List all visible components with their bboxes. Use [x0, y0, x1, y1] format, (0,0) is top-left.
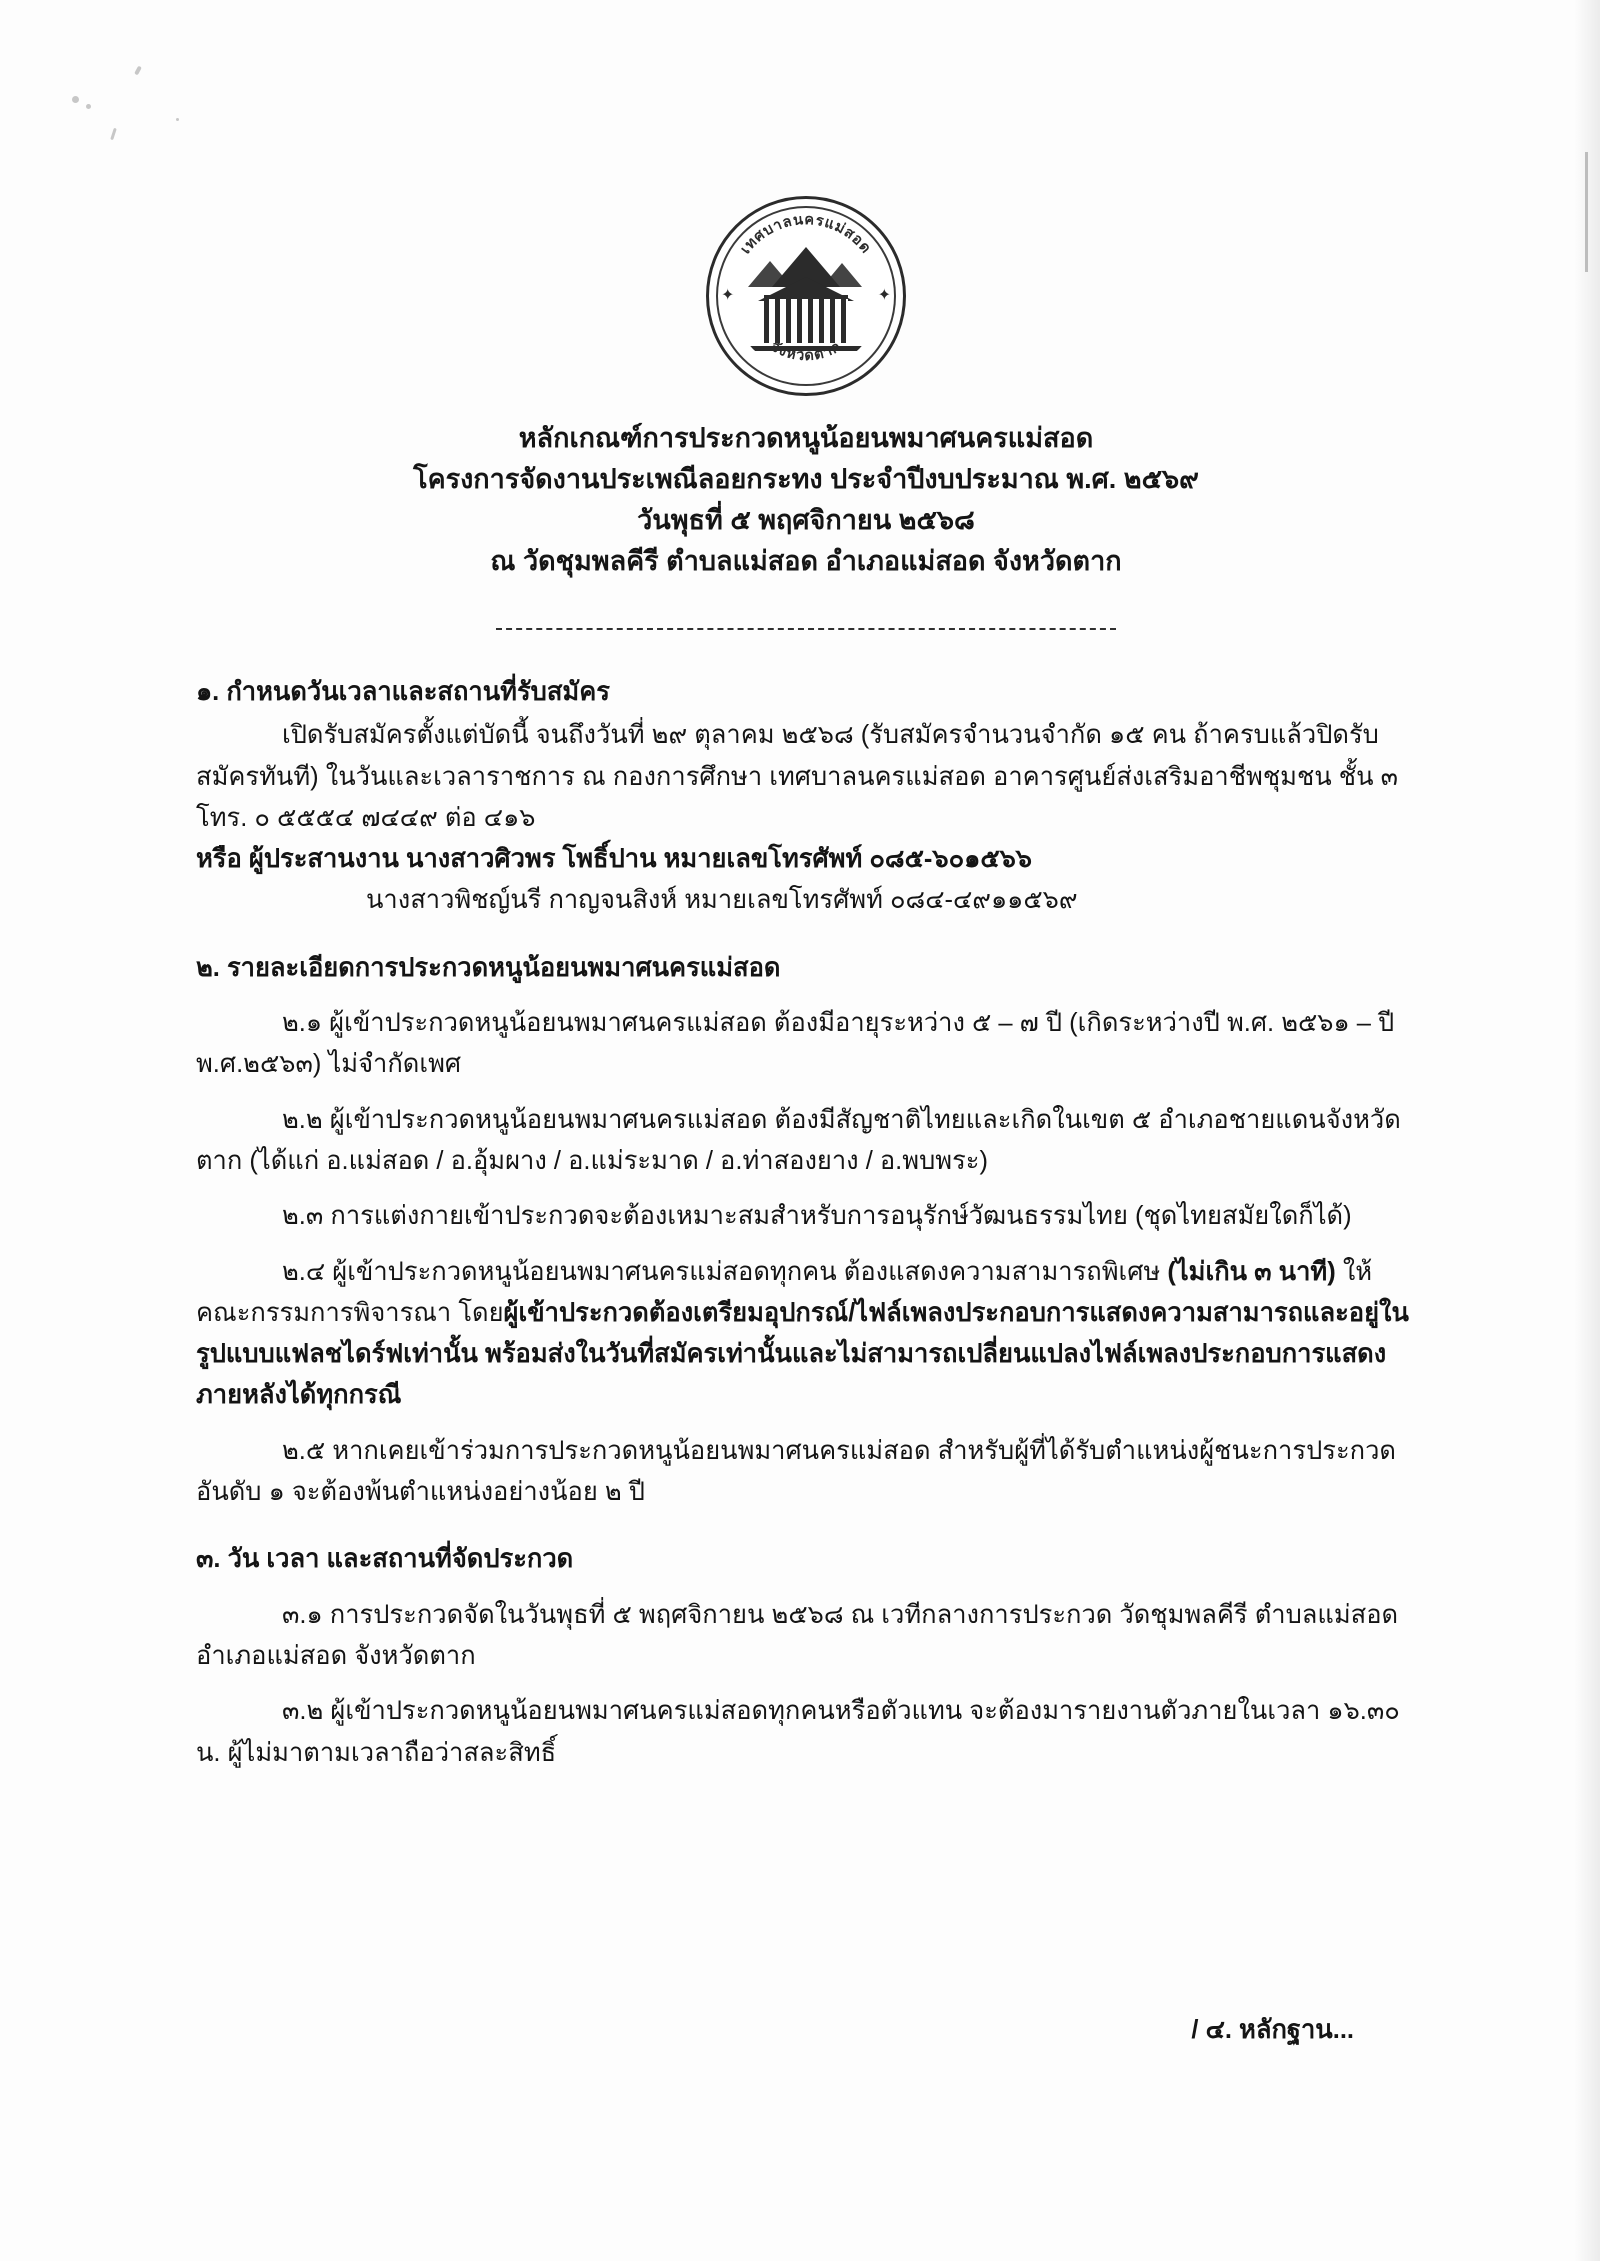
section-3-paragraph-2: ๓.๒ ผู้เข้าประกวดหนูน้อยนพมาศนครแม่สอดทุกคนหรือตัวแทน จะต้องมารายงานตัวภายในเวลา ๑๖.๓๐ น. ผู้ไม่มาตามเวลาถือว่าสละสิทธิ์: [196, 1697, 1400, 1767]
title-divider: [496, 628, 1116, 630]
section-2-paragraph-4-tail-bold: ผู้เข้าประกวดต้องเตรียมอุปกรณ์/ไฟล์เพลงประกอบการแสดงความสามารถและอยู่ในรูปแบบแฟลชไดร์ฟเท่านั้น พร้อมส่งในวันที่สมัครเท่านั้นและไม่สามารถเปลี่ยนแปลงไฟล์เพลงประกอบการแสดงภายหลังได้ทุกกรณี: [196, 1298, 1409, 1410]
section-2-paragraph-4-tail-normal: ให้คณะกรรมการพิจารณา โดย: [196, 1257, 1373, 1327]
section-2-heading: ๒. รายละเอียดการประกวดหนูน้อยนพมาศนครแม่สอด: [196, 953, 781, 982]
seal-mountain-icon: [822, 263, 862, 287]
section-1-paragraph-3: นางสาวพิชญ์นรี กาญจนสิงห์ หมายเลขโทรศัพท์ ๐๘๔-๔๙๑๑๕๖๙: [366, 886, 1078, 915]
section-2-paragraph-4: [196, 1252, 1424, 1417]
document-title-block: [196, 418, 1416, 582]
seal-ring-bottom-text: จังหวัดตาก: [767, 338, 845, 365]
section-2-paragraph-2: ๒.๒ ผู้เข้าประกวดหนูน้อยนพมาศนครแม่สอด ต้องมีสัญชาติไทยและเกิดในเขต ๕ อำเภอชายแดนจังหวัดตาก (ได้แก่ อ.แม่สอด / อ.อุ้มผาง / อ.แม่ระมาด / อ.ท่าสองยาง / อ.พบพระ): [196, 1105, 1401, 1175]
section-3-paragraph-1: ๓.๑ การประกวดจัดในวันพุธที่ ๕ พฤศจิกายน ๒๕๖๘ ณ เวทีกลางการประกวด วัดชุมพลคีรี ตำบลแม่สอด อำเภอแม่สอด จังหวัดตาก: [196, 1600, 1399, 1670]
page-continuation-note: / ๔. หลักฐาน...: [1191, 2016, 1354, 2044]
seal-base-line: [749, 346, 863, 351]
seal-temple-icon: [764, 295, 848, 343]
document-body: [196, 672, 1424, 1774]
title-line-2: โครงการจัดงานประเพณีลอยกระทง ประจำปีงบประมาณ พ.ศ. ๒๕๖๙: [413, 464, 1199, 495]
section-2-paragraph-5: ๒.๕ หากเคยเข้าร่วมการประกวดหนูน้อยนพมาศนครแม่สอด สำหรับผู้ที่ได้รับตำแหน่งผู้ชนะการประกวดอันดับ ๑ จะต้องพ้นตำแหน่งอย่างน้อย ๒ ปี: [196, 1436, 1396, 1507]
section-1-heading: ๑. กำหนดวันเวลาและสถานที่รับสมัคร: [196, 678, 610, 706]
seal-mountain-icon: [748, 261, 792, 287]
title-line-3: วันพุธที่ ๕ พฤศจิกายน ๒๕๖๘: [637, 505, 975, 536]
section-2-paragraph-3: ๒.๓ การแต่งกายเข้าประกวดจะต้องเหมาะสมสำหรับการอนุรักษ์วัฒนธรรมไทย (ชุดไทยสมัยใดก็ได้): [282, 1202, 1352, 1231]
seal-ring-top-text: เทศบาลนครแม่สอด: [737, 212, 875, 258]
section-2-paragraph-1: ๒.๑ ผู้เข้าประกวดหนูน้อยนพมาศนครแม่สอด ต้องมีอายุระหว่าง ๕ – ๗ ปี (เกิดระหว่างปี พ.ศ. ๒๕๖๑ – ปี พ.ศ.๒๕๖๓) ไม่จำกัดเพศ: [196, 1009, 1395, 1079]
seal-star-right-icon: ✦: [877, 287, 891, 304]
scan-speck: [72, 96, 79, 103]
section-2-paragraph-4-lead: ๒.๔ ผู้เข้าประกวดหนูน้อยนพมาศนครแม่สอดทุกคน ต้องแสดงความสามารถพิเศษ: [282, 1257, 1168, 1286]
scan-speck: [134, 66, 142, 76]
seal-temple-roof-icon: [758, 277, 854, 301]
scan-speck: [110, 128, 117, 140]
scan-edge-shadow: [1574, 0, 1600, 2261]
title-line-4: ณ วัดชุมพลคีรี ตำบลแม่สอด อำเภอแม่สอด จังหวัดตาก: [490, 546, 1122, 577]
section-3-heading: ๓. วัน เวลา และสถานที่จัดประกวด: [196, 1545, 574, 1574]
municipality-seal-icon: [706, 196, 906, 396]
title-line-1: หลักเกณฑ์การประกวดหนูน้อยนพมาศนครแม่สอด: [518, 423, 1094, 453]
scan-edge-mark: [1585, 152, 1588, 272]
scan-speck: [86, 104, 91, 109]
scan-speck: [176, 118, 179, 121]
section-1-paragraph-2: หรือ ผู้ประสานงาน นางสาวศิวพร โพธิ์ปาน หมายเลขโทรศัพท์ ๐๘๕-๖๐๑๕๖๖: [196, 845, 1032, 874]
seal-mountain-icon: [772, 247, 840, 287]
seal-star-left-icon: ✦: [721, 287, 735, 304]
section-2-paragraph-4-bold: (ไม่เกิน ๓ นาที): [1167, 1257, 1336, 1286]
section-1-paragraph-1: เปิดรับสมัครตั้งแต่บัดนี้ จนถึงวันที่ ๒๙ ตุลาคม ๒๕๖๘ (รับสมัครจำนวนจำกัด ๑๕ คน ถ้าครบแล้วปิดรับสมัครทันที) ในวันและเวลาราชการ ณ กองการศึกษา เทศบาลนครแม่สอด อาคารศูนย์ส่งเสริมอาชีพชุมชน ชั้น ๓ โทร. ๐ ๕๕๕๔ ๗๔๔๙ ต่อ ๔๑๖: [196, 721, 1399, 832]
